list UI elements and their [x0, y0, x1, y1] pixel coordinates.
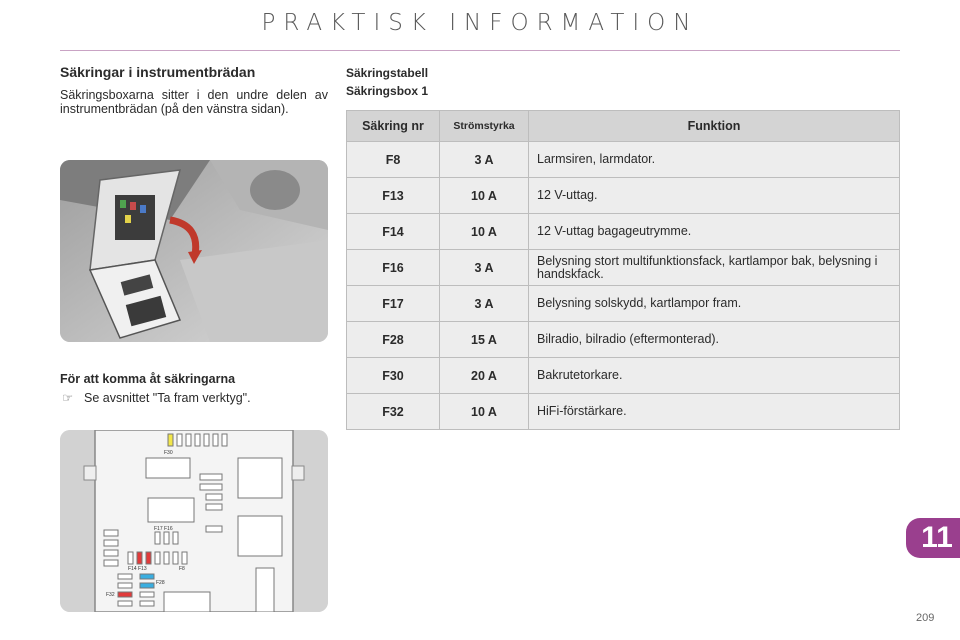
section-title: Säkringar i instrumentbrädan	[60, 64, 256, 80]
arrow-icon: ☞	[62, 391, 74, 405]
cell-func: 12 V-uttag.	[529, 178, 900, 214]
table-header-row	[347, 111, 900, 142]
access-bullet	[62, 390, 251, 405]
cell-amp: 10 A	[440, 214, 529, 250]
cell-amp: 10 A	[440, 394, 529, 430]
table-row	[347, 286, 900, 322]
cell-func: Bilradio, bilradio (eftermonterad).	[529, 322, 900, 358]
access-text: Se avsnittet "Ta fram verktyg".	[84, 391, 251, 405]
diagram-label-f32: F32	[106, 592, 115, 598]
fusebox-diagram	[60, 430, 328, 612]
cell-nr: F30	[347, 358, 440, 394]
cell-func: HiFi-förstärkare.	[529, 394, 900, 430]
table-row	[347, 142, 900, 178]
table-row	[347, 394, 900, 430]
cell-nr: F28	[347, 322, 440, 358]
cell-nr: F13	[347, 178, 440, 214]
table-row	[347, 250, 900, 286]
fuse-table	[346, 110, 900, 430]
fusebox-location-photo	[60, 160, 328, 342]
diagram-label-f17-f16: F17 F16	[154, 526, 173, 532]
table-row	[347, 214, 900, 250]
cell-func: Belysning stort multifunktionsfack, kartlampor bak, belysning i handskfack.	[529, 250, 900, 286]
page-header: PRAKTISK INFORMATION	[261, 10, 699, 36]
cell-nr: F32	[347, 394, 440, 430]
diagram-label-f28: F28	[156, 580, 165, 586]
cell-amp: 3 A	[440, 250, 529, 286]
chapter-tab: 11	[906, 518, 960, 558]
cell-nr: F14	[347, 214, 440, 250]
cell-func: Larmsiren, larmdator.	[529, 142, 900, 178]
diagram-label-f8: F8	[179, 566, 185, 572]
cell-amp: 15 A	[440, 322, 529, 358]
cell-func: 12 V-uttag bagageutrymme.	[529, 214, 900, 250]
diagram-label-f30: F30	[164, 450, 173, 456]
table-subtitle: Säkringsbox 1	[346, 84, 429, 98]
table-row	[347, 322, 900, 358]
cell-amp: 3 A	[440, 286, 529, 322]
table-title: Säkringstabell	[346, 66, 429, 80]
access-title: För att komma åt säkringarna	[60, 372, 236, 386]
intro-paragraph: Säkringsboxarna sitter i den undre delen av instrumentbrädan (på den vänstra sidan).	[60, 88, 328, 116]
page-number: 209	[916, 612, 935, 624]
col-header-func: Funktion	[529, 111, 900, 142]
cell-nr: F16	[347, 250, 440, 286]
cell-nr: F17	[347, 286, 440, 322]
col-header-amp: Strömstyrka	[440, 111, 529, 142]
cell-func: Belysning solskydd, kartlampor fram.	[529, 286, 900, 322]
cell-amp: 20 A	[440, 358, 529, 394]
table-row	[347, 358, 900, 394]
cell-nr: F8	[347, 142, 440, 178]
cell-amp: 3 A	[440, 142, 529, 178]
cell-amp: 10 A	[440, 178, 529, 214]
cell-func: Bakrutetorkare.	[529, 358, 900, 394]
col-header-nr: Säkring nr	[347, 111, 440, 142]
diagram-label-f14-f13: F14 F13	[128, 566, 147, 572]
header-divider	[60, 50, 900, 51]
table-row	[347, 178, 900, 214]
